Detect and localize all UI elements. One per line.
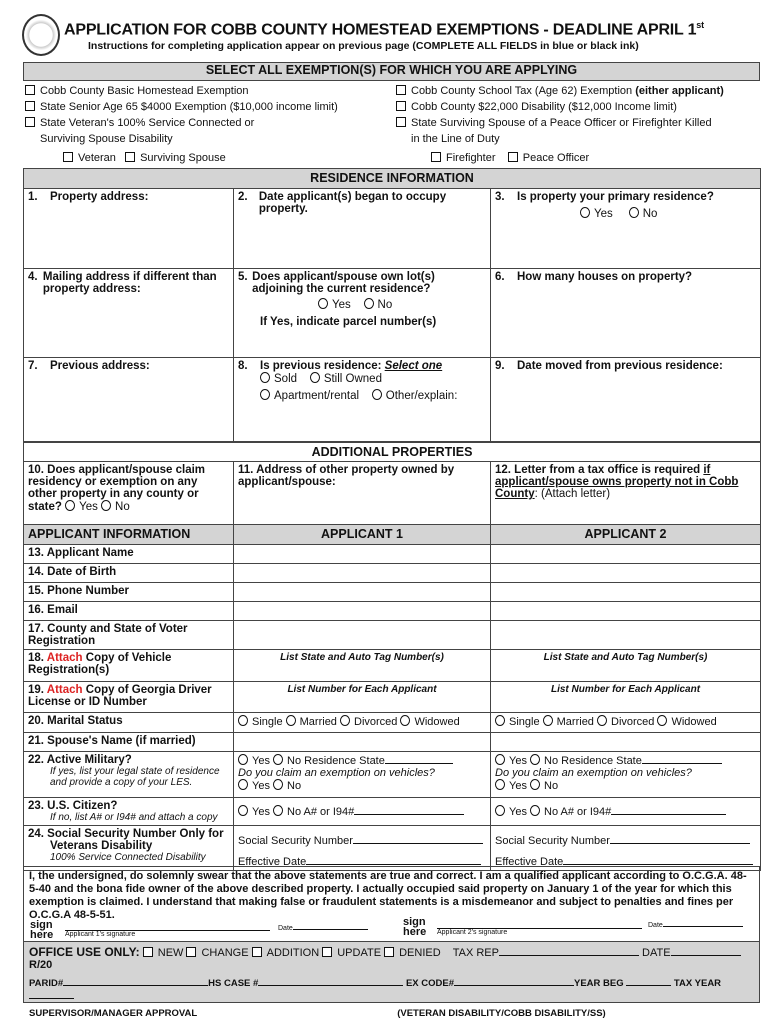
text-label: Apartment/rental xyxy=(274,390,360,402)
text-label: Social Security Number xyxy=(495,835,610,847)
email-label: 16. Email xyxy=(24,602,234,621)
checkbox[interactable] xyxy=(25,85,35,95)
fill-line[interactable] xyxy=(671,946,741,956)
spouse-name-label: 21. Spouse's Name (if married) xyxy=(24,733,234,752)
text-label: Yes xyxy=(252,755,270,767)
text-label: : (Attach letter) xyxy=(534,488,611,500)
applicant2-name[interactable] xyxy=(491,545,761,564)
label: in the Line of Duty xyxy=(411,133,500,145)
text-label: Do you claim an exemption on vehicles? xyxy=(238,767,435,779)
text-label: Is previous residence: xyxy=(260,360,382,372)
label: Firefighter xyxy=(446,152,496,164)
text-label: Yes xyxy=(332,299,351,311)
widowed-radio[interactable] xyxy=(400,715,410,726)
applicant1-ssn[interactable] xyxy=(234,826,491,871)
text-label: UPDATE xyxy=(337,947,382,959)
widowed-radio[interactable] xyxy=(657,715,667,726)
text-label: CHANGE xyxy=(201,947,249,959)
yes-radio[interactable] xyxy=(65,500,75,511)
text-label: No xyxy=(544,755,559,767)
text-label: Property address: xyxy=(50,191,149,203)
text-label: Attach xyxy=(46,684,83,696)
exemptions-left xyxy=(25,83,338,166)
ssn-label xyxy=(24,826,234,871)
checkbox[interactable] xyxy=(396,117,406,127)
no-radio[interactable] xyxy=(273,779,283,790)
exemption-surviving-spouse-officer[interactable] xyxy=(396,115,724,131)
applicant2-spouse[interactable] xyxy=(491,733,761,752)
text-label: 2. xyxy=(238,191,248,203)
yes-radio[interactable] xyxy=(238,754,248,765)
applicant-1-heading: APPLICANT 1 xyxy=(234,525,491,545)
single-radio[interactable] xyxy=(495,715,505,726)
text-label: 23. U.S. Citizen? xyxy=(28,800,118,812)
text-label: Yes xyxy=(594,208,613,220)
text-label: 6. xyxy=(495,271,505,283)
text-label: Single xyxy=(252,716,283,728)
text-label: No xyxy=(287,806,302,818)
citizen-label xyxy=(24,798,234,826)
applicant2-license[interactable]: List Number for Each Applicant xyxy=(491,682,761,713)
text-label: No xyxy=(115,501,130,513)
text-label: TAX YEAR xyxy=(673,978,722,989)
peace-officer-checkbox[interactable] xyxy=(508,152,518,162)
veteran-checkbox[interactable] xyxy=(63,152,73,162)
military-label xyxy=(24,752,234,798)
text-label: Yes xyxy=(252,780,270,792)
text-label: DATE xyxy=(642,947,671,959)
label: Cobb County Basic Homestead Exemption xyxy=(40,85,249,97)
single-radio[interactable] xyxy=(238,715,248,726)
fill-line[interactable] xyxy=(663,920,743,927)
applicant-2-heading: APPLICANT 2 xyxy=(491,525,761,545)
fill-line[interactable] xyxy=(611,805,726,815)
denied-checkbox[interactable] xyxy=(384,947,394,957)
fill-line[interactable] xyxy=(29,989,74,999)
label: (either applicant) xyxy=(635,85,724,97)
applicant2-dob[interactable] xyxy=(491,564,761,583)
text-label: Still Owned xyxy=(323,373,382,385)
checkbox[interactable] xyxy=(396,101,406,111)
surviving-spouse-checkbox[interactable] xyxy=(125,152,135,162)
text-label: 22. Active Military? xyxy=(28,754,132,766)
applicant1-dob[interactable] xyxy=(234,564,491,583)
text-label: 100% Service Connected Disability xyxy=(50,852,206,863)
text-label: Widowed xyxy=(414,716,460,728)
applicant2-tag[interactable]: List State and Auto Tag Number(s) xyxy=(491,650,761,682)
fill-line[interactable] xyxy=(63,976,208,986)
checkbox[interactable] xyxy=(25,117,35,127)
title-text: APPLICATION FOR COBB COUNTY HOMESTEAD EXEMPTIONS - DEADLINE APRIL 1 xyxy=(64,21,697,39)
text-label: Applicant 2's signature xyxy=(437,929,508,936)
text-label: No xyxy=(544,806,559,818)
tax-letter-note xyxy=(491,462,761,525)
title-sup: st xyxy=(696,20,704,30)
label: State Senior Age 65 $4000 Exemption ($10,000 income limit) xyxy=(40,101,338,113)
applicant1-email[interactable] xyxy=(234,602,491,621)
other-radio[interactable] xyxy=(372,389,382,400)
fill-line[interactable] xyxy=(626,976,671,986)
sign-here-2-icon xyxy=(403,917,426,937)
text-label: Residence State xyxy=(561,755,642,767)
still-owned-radio[interactable] xyxy=(310,372,320,383)
firefighter-checkbox[interactable] xyxy=(431,152,441,162)
fill-line[interactable] xyxy=(293,923,368,930)
text-label: If Yes, indicate parcel number(s) xyxy=(260,316,437,328)
fill-line[interactable] xyxy=(610,834,750,844)
text-label: sign xyxy=(30,919,53,931)
applicant1-spouse[interactable] xyxy=(234,733,491,752)
text-label: No xyxy=(642,208,658,220)
voter-registration-label: 17. County and State of Voter Registration xyxy=(24,621,234,650)
no-radio[interactable] xyxy=(273,805,283,816)
text-label: 5. xyxy=(238,271,248,283)
text-label: Single xyxy=(509,716,540,728)
label: Cobb County School Tax (Age 62) Exemption xyxy=(411,85,633,97)
vehicle-registration-label xyxy=(24,650,234,682)
fill-line[interactable] xyxy=(354,805,464,815)
text-label: 10. Does applicant/spouse claim residency or exemption on any other property in any county or state? xyxy=(28,464,206,513)
sign-here-1-icon xyxy=(30,920,53,940)
text-label: DENIED xyxy=(399,947,441,959)
houses-count-field[interactable] xyxy=(491,269,761,358)
text-label: Social Security Number xyxy=(238,835,353,847)
exemptions-heading: SELECT ALL EXEMPTION(S) FOR WHICH YOU ARE APPLYING xyxy=(23,62,760,81)
text-label: Married xyxy=(299,716,337,728)
text-label: Married xyxy=(556,716,594,728)
text-label: Date moved from previous residence: xyxy=(517,360,723,372)
yes-radio[interactable] xyxy=(495,754,505,765)
marital-label: 20. Marital Status xyxy=(24,713,234,733)
text-label: OFFICE USE ONLY: xyxy=(29,945,140,959)
applicant1-marital[interactable] xyxy=(234,713,491,733)
addition-checkbox[interactable] xyxy=(252,947,262,957)
additional-properties-heading: ADDITIONAL PROPERTIES xyxy=(24,442,761,462)
applicant-info-heading: APPLICANT INFORMATION xyxy=(24,525,234,545)
exemption-school-tax[interactable] xyxy=(396,83,724,99)
applicant2-marital[interactable] xyxy=(491,713,761,733)
text-label: if applicant/spouse owns property not in Cobb County xyxy=(495,464,739,500)
text-label: 24. Social Security Number Only for Veterans Disability xyxy=(28,828,224,852)
applicant1-phone[interactable] xyxy=(234,583,491,602)
no-radio[interactable] xyxy=(273,754,283,765)
fill-line[interactable] xyxy=(258,976,403,986)
applicant2-voter[interactable] xyxy=(491,621,761,650)
checkbox[interactable] xyxy=(25,101,35,111)
text-label: I, the undersigned, do solemnly swear that the above statements are true and correct. I am a qualified applicant according to O.C.G.A. 48-5-40 and the bona fide owner of the above described property. I actually occupied said property on January 1 of the year for which this exemption is claimed. I understand that making false or fraudulent statements is a misdemeanor and subject to penalties and fines per O.C.G.A 48-5-51. xyxy=(29,870,747,921)
married-radio[interactable] xyxy=(286,715,296,726)
text-label: 18. xyxy=(28,652,44,664)
yes-radio[interactable] xyxy=(580,207,590,218)
text-label: TAX REP xyxy=(452,947,499,959)
text-label: YEAR BEG xyxy=(573,978,624,989)
text-label: No xyxy=(544,780,559,792)
text-label: Applicant 1's signature xyxy=(65,931,136,938)
text-label: How many houses on property? xyxy=(517,271,693,283)
text-label: Date xyxy=(648,922,663,929)
occupy-date-field[interactable] xyxy=(234,189,491,269)
primary-residence-field[interactable] xyxy=(491,189,761,269)
text-label: Date applicant(s) began to occupy property. xyxy=(258,191,447,215)
fill-line[interactable] xyxy=(353,834,483,844)
applicant1-license[interactable]: List Number for Each Applicant xyxy=(234,682,491,713)
text-label: Divorced xyxy=(354,716,398,728)
text-label: Is property your primary residence? xyxy=(517,191,714,203)
phone-label: 15. Phone Number xyxy=(24,583,234,602)
supervisor-approval: SUPERVISOR/MANAGER APPROVAL xyxy=(29,1008,198,1019)
applicant1-military[interactable] xyxy=(234,752,491,798)
fill-line[interactable] xyxy=(454,976,574,986)
fill-line[interactable] xyxy=(385,754,453,764)
fill-line[interactable] xyxy=(499,946,639,956)
text-label: Yes xyxy=(79,501,98,513)
text-label: Copy of Georgia Driver License or ID Number xyxy=(28,684,212,708)
label: State Surviving Spouse of a Peace Officer or Firefighter Killed xyxy=(411,117,712,129)
text-label: EX CODE# xyxy=(405,978,454,989)
text-label: A# or I94# xyxy=(560,806,612,818)
divorced-radio[interactable] xyxy=(597,715,607,726)
applicant2-phone[interactable] xyxy=(491,583,761,602)
county-seal-logo xyxy=(22,14,60,56)
checkbox[interactable] xyxy=(396,85,406,95)
label: Cobb County $22,000 Disability ($12,000 Income limit) xyxy=(411,101,677,113)
exemptions-right xyxy=(396,83,724,166)
property-address-field[interactable] xyxy=(24,189,234,269)
text-label: No xyxy=(377,299,393,311)
text-label: Yes xyxy=(509,806,527,818)
label: Peace Officer xyxy=(522,152,590,164)
exemption-disability[interactable] xyxy=(396,99,724,115)
text-label: No xyxy=(287,780,302,792)
text-label: Yes xyxy=(509,755,527,767)
text-label: No xyxy=(287,755,302,767)
office-use-section xyxy=(23,941,760,1019)
new-checkbox[interactable] xyxy=(143,947,153,957)
text-label: Attach xyxy=(46,652,83,664)
text-label: 9. xyxy=(495,360,505,372)
label: Surviving Spouse Disability xyxy=(40,133,173,145)
text-label: Divorced xyxy=(611,716,655,728)
text-label: 7. xyxy=(28,360,38,372)
applicant1-signature-line[interactable] xyxy=(65,930,270,938)
text-label: Do you claim an exemption on vehicles? xyxy=(495,767,692,779)
update-checkbox[interactable] xyxy=(322,947,332,957)
veteran-note: (VETERAN DISABILITY/COBB DISABILITY/SS) xyxy=(397,1008,606,1019)
text-label: Sold xyxy=(274,373,298,385)
yes-radio[interactable] xyxy=(238,779,248,790)
dob-label: 14. Date of Birth xyxy=(24,564,234,583)
text-label: Residence State xyxy=(304,755,385,767)
text-label: 19. xyxy=(28,684,44,696)
exemption-basic[interactable] xyxy=(25,83,338,99)
applicant2-citizen[interactable] xyxy=(491,798,761,826)
fill-line[interactable] xyxy=(642,754,722,764)
text-label: NEW xyxy=(157,947,184,959)
instructions-subtitle: Instructions for completing application appear on previous page (COMPLETE ALL FIELDS in blue or black ink) xyxy=(88,40,639,52)
text-label: 4. xyxy=(28,271,38,283)
text-label: 3. xyxy=(495,191,505,203)
applicant2-military[interactable] xyxy=(491,752,761,798)
no-radio[interactable] xyxy=(530,805,540,816)
applicant1-voter[interactable] xyxy=(234,621,491,650)
page-title xyxy=(64,20,704,39)
change-checkbox[interactable] xyxy=(186,947,196,957)
text-label: HS CASE # xyxy=(208,978,259,989)
applicant2-ssn[interactable] xyxy=(491,826,761,871)
text-label: Copy of Vehicle Registration(s) xyxy=(28,652,172,676)
text-label: here xyxy=(403,926,427,938)
text-label: Other/explain: xyxy=(385,390,458,402)
date1[interactable] xyxy=(278,923,368,932)
applicant1-tag[interactable]: List State and Auto Tag Number(s) xyxy=(234,650,491,682)
text-label: R/20 xyxy=(29,959,53,971)
label: Veteran xyxy=(78,152,116,164)
residence-heading: RESIDENCE INFORMATION xyxy=(24,169,761,189)
divorced-radio[interactable] xyxy=(340,715,350,726)
yes-radio[interactable] xyxy=(318,298,328,309)
text-label: 8. xyxy=(238,360,248,372)
fill-line[interactable] xyxy=(563,855,753,865)
mailing-address-field[interactable] xyxy=(24,269,234,358)
previous-address-field[interactable] xyxy=(24,358,234,442)
no-radio[interactable] xyxy=(101,500,111,511)
text-label: 12. Letter from a tax office is required xyxy=(495,464,701,476)
text-label: Date xyxy=(278,925,293,932)
date-moved-field[interactable] xyxy=(491,358,761,442)
applicant1-name[interactable] xyxy=(234,545,491,564)
exemption-senior[interactable] xyxy=(25,99,338,115)
fill-line[interactable] xyxy=(306,855,481,865)
married-radio[interactable] xyxy=(543,715,553,726)
text-label: Does applicant/spouse own lot(s) adjoining the current residence? xyxy=(252,271,435,295)
label: State Veteran's 100% Service Connected or xyxy=(40,117,255,129)
text-label: 1. xyxy=(28,191,38,203)
text-label: Select one xyxy=(384,360,443,372)
sold-radio[interactable] xyxy=(260,372,270,383)
no-radio[interactable] xyxy=(364,298,374,309)
text-label: Yes xyxy=(252,806,270,818)
date2[interactable] xyxy=(648,920,743,929)
exemption-veteran[interactable] xyxy=(25,115,338,131)
applicant-name-label: 13. Applicant Name xyxy=(24,545,234,564)
applicant2-signature-line[interactable] xyxy=(437,928,642,936)
apartment-radio[interactable] xyxy=(260,389,270,400)
other-claim-field[interactable] xyxy=(24,462,234,525)
driver-license-label xyxy=(24,682,234,713)
other-property-address-field[interactable]: 11. Address of other property owned by applicant/spouse: xyxy=(234,462,491,525)
text-label: here xyxy=(30,929,54,941)
text-label: sign xyxy=(403,916,426,928)
applicant1-citizen[interactable] xyxy=(234,798,491,826)
yes-radio[interactable] xyxy=(495,805,505,816)
adjoining-lots-field[interactable] xyxy=(234,269,491,358)
no-radio[interactable] xyxy=(530,754,540,765)
no-radio[interactable] xyxy=(530,779,540,790)
text-label: A# or I94# xyxy=(303,806,355,818)
text-label: Previous address: xyxy=(50,360,150,372)
label: Surviving Spouse xyxy=(140,152,226,164)
yes-radio[interactable] xyxy=(238,805,248,816)
text-label: PARID# xyxy=(29,978,64,989)
yes-radio[interactable] xyxy=(495,779,505,790)
text-label: Effective Date xyxy=(495,856,564,868)
text-label: Yes xyxy=(509,780,527,792)
text-label: Widowed xyxy=(671,716,717,728)
text-label: If no, list A# or I94# and attach a copy xyxy=(50,812,218,823)
text-label: Mailing address if different than property address: xyxy=(42,271,217,295)
residence-table xyxy=(23,168,761,871)
previous-residence-status[interactable] xyxy=(234,358,491,442)
applicant2-email[interactable] xyxy=(491,602,761,621)
no-radio[interactable] xyxy=(629,207,639,218)
text-label: If yes, list your legal state of residence and provide a copy of your LES. xyxy=(50,766,220,788)
text-label: ADDITION xyxy=(266,947,320,959)
text-label: Effective Date xyxy=(238,856,307,868)
